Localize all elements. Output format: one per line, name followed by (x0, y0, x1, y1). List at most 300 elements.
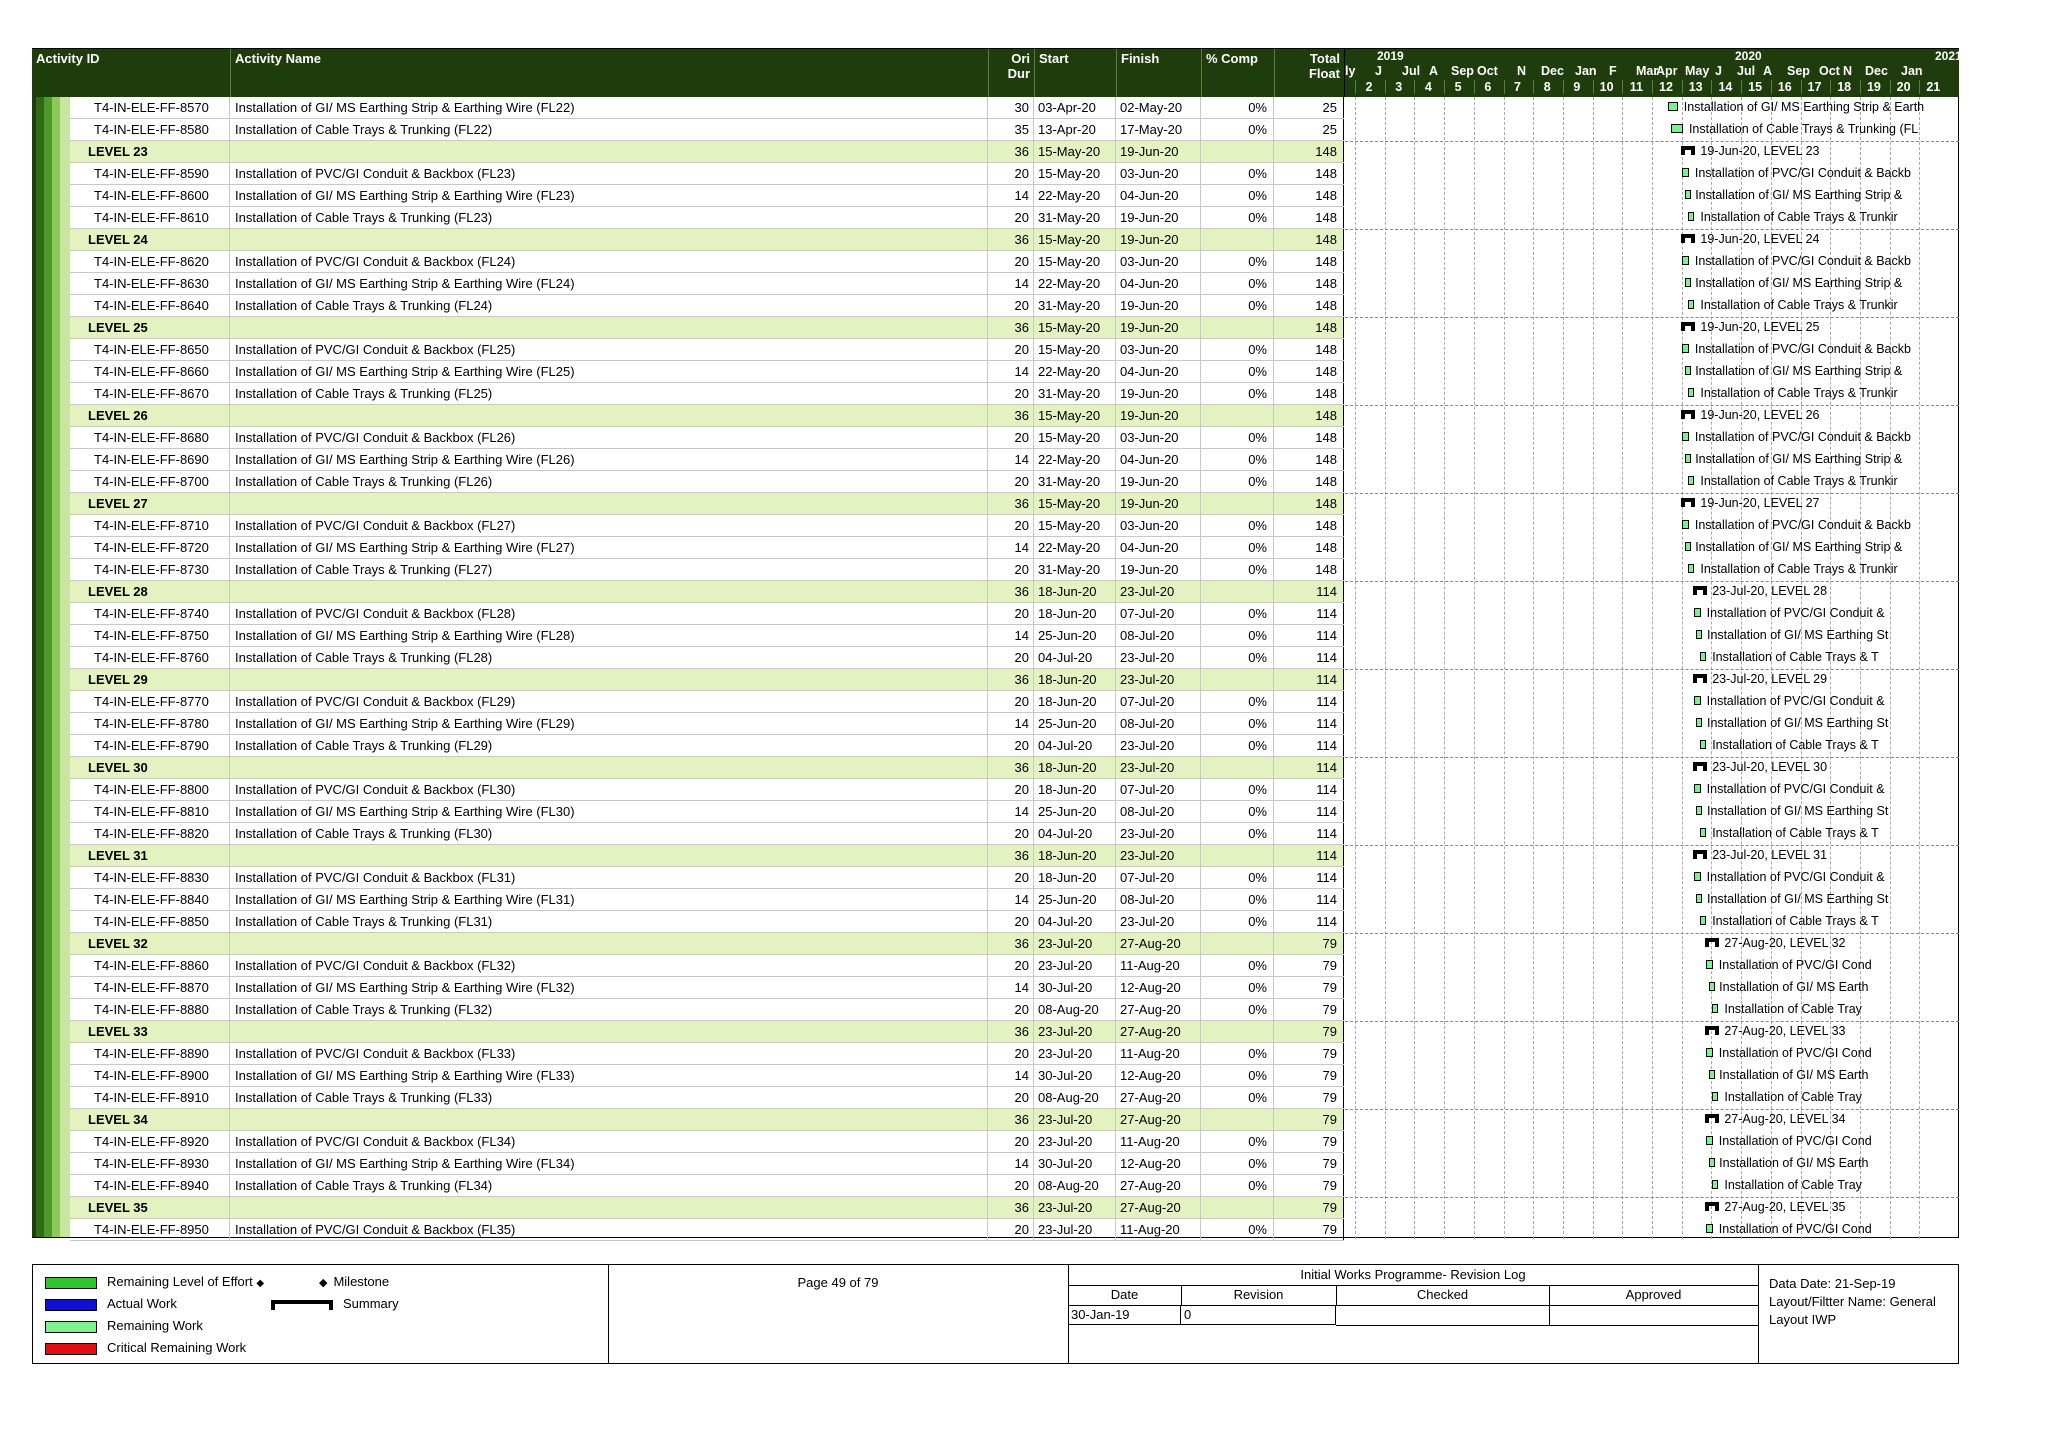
activity-bar[interactable] (1682, 344, 1689, 353)
table-row[interactable] (70, 515, 1344, 537)
bar-label: Installation of GI/ MS Earth (1719, 1068, 1869, 1082)
table-row[interactable] (70, 801, 1344, 823)
percent-complete (1201, 845, 1274, 866)
bar-label: Installation of Cable Trays & Trunkir (1700, 298, 1898, 312)
legend-remaining-work: Remaining Work (45, 1318, 203, 1334)
activity-bar[interactable] (1682, 432, 1689, 441)
summary-bar[interactable] (1694, 850, 1706, 854)
finish-date: 07-Jul-20 (1116, 691, 1201, 712)
bar-label: 19-Jun-20, LEVEL 23 (1700, 144, 1820, 158)
finish-date: 07-Jul-20 (1116, 867, 1201, 888)
percent-complete: 0% (1201, 427, 1274, 448)
finish-date: 27-Aug-20 (1116, 999, 1201, 1020)
activity-name (230, 1109, 988, 1130)
activity-bar[interactable] (1682, 520, 1689, 529)
percent-complete: 0% (1201, 603, 1274, 624)
total-float: 114 (1274, 713, 1344, 734)
table-row[interactable] (70, 339, 1344, 361)
level-summary-row[interactable] (70, 1021, 1344, 1043)
activity-bar[interactable] (1712, 1180, 1719, 1189)
col-start[interactable]: Start (1035, 49, 1117, 97)
orig-duration: 20 (988, 647, 1034, 668)
activity-bar[interactable] (1688, 564, 1695, 573)
finish-date: 03-Jun-20 (1116, 163, 1201, 184)
table-row[interactable] (70, 955, 1344, 977)
percent-complete: 0% (1201, 361, 1274, 382)
table-row[interactable] (70, 691, 1344, 713)
activity-name: Installation of Cable Trays & Trunking (FL27) (230, 559, 988, 580)
orig-duration: 20 (988, 867, 1034, 888)
activity-id: T4-IN-ELE-FF-8680 (70, 427, 230, 448)
table-row[interactable] (70, 823, 1344, 845)
gantt-row (1345, 1219, 1959, 1239)
table-row[interactable] (70, 1175, 1344, 1197)
rev-col-revision: Revision (1181, 1285, 1337, 1306)
month-label: May (1685, 64, 1710, 78)
percent-complete (1201, 581, 1274, 602)
col-finish[interactable]: Finish (1117, 49, 1202, 97)
activity-bar[interactable] (1700, 740, 1707, 749)
total-float: 114 (1274, 911, 1344, 932)
gantt-row (1345, 1153, 1959, 1175)
finish-date: 04-Jun-20 (1116, 449, 1201, 470)
orig-duration: 20 (988, 1175, 1034, 1196)
table-row[interactable] (70, 273, 1344, 295)
start-date: 25-Jun-20 (1034, 889, 1116, 910)
table-row[interactable] (70, 625, 1344, 647)
group-separator (1345, 933, 1959, 934)
table-row[interactable] (70, 119, 1344, 141)
table-row[interactable] (70, 163, 1344, 185)
period-label: 20 (1890, 80, 1917, 94)
table-row[interactable] (70, 867, 1344, 889)
start-date: 31-May-20 (1034, 207, 1116, 228)
activity-name: Installation of GI/ MS Earthing Strip & Earthing Wire (FL32) (230, 977, 988, 998)
orig-duration: 36 (988, 1109, 1034, 1130)
start-date: 04-Jul-20 (1034, 823, 1116, 844)
activity-id: T4-IN-ELE-FF-8890 (70, 1043, 230, 1064)
finish-date: 11-Aug-20 (1116, 1043, 1201, 1064)
activity-bar[interactable] (1671, 124, 1683, 133)
level-summary-row[interactable] (70, 405, 1344, 427)
activity-id: T4-IN-ELE-FF-8830 (70, 867, 230, 888)
activity-bar[interactable] (1688, 300, 1695, 309)
activity-name: Installation of PVC/GI Conduit & Backbox (FL27) (230, 515, 988, 536)
table-row[interactable] (70, 449, 1344, 471)
activity-bar[interactable] (1685, 190, 1691, 199)
table-row[interactable] (70, 427, 1344, 449)
activity-bar[interactable] (1685, 366, 1691, 375)
finish-date: 11-Aug-20 (1116, 1219, 1201, 1240)
percent-complete (1201, 669, 1274, 690)
activity-name: Installation of PVC/GI Conduit & Backbox (FL25) (230, 339, 988, 360)
orig-duration: 20 (988, 999, 1034, 1020)
finish-date: 07-Jul-20 (1116, 779, 1201, 800)
year-2020: 2020 (1735, 49, 1762, 63)
table-row[interactable] (70, 97, 1344, 119)
summary-bar[interactable] (1682, 410, 1694, 414)
table-row[interactable] (70, 1153, 1344, 1175)
orig-duration: 14 (988, 185, 1034, 206)
start-date: 15-May-20 (1034, 427, 1116, 448)
finish-date: 11-Aug-20 (1116, 955, 1201, 976)
summary-bar[interactable] (1706, 1026, 1718, 1030)
gantt-row (1345, 823, 1959, 845)
activity-id: LEVEL 33 (70, 1021, 230, 1042)
activity-name: Installation of PVC/GI Conduit & Backbox (FL33) (230, 1043, 988, 1064)
start-date: 30-Jul-20 (1034, 1153, 1116, 1174)
summary-bar[interactable] (1694, 762, 1706, 766)
table-row[interactable] (70, 251, 1344, 273)
finish-date: 08-Jul-20 (1116, 713, 1201, 734)
period-label: 11 (1622, 80, 1649, 94)
group-separator (1345, 493, 1959, 494)
activity-bar[interactable] (1712, 1092, 1719, 1101)
start-date: 22-May-20 (1034, 273, 1116, 294)
bar-label: Installation of GI/ MS Earth (1719, 1156, 1869, 1170)
level-summary-row[interactable] (70, 317, 1344, 339)
activity-bar[interactable] (1709, 1158, 1715, 1167)
period-label: 2 (1355, 80, 1382, 94)
finish-date: 23-Jul-20 (1116, 581, 1201, 602)
percent-complete: 0% (1201, 339, 1274, 360)
bar-label: Installation of Cable Tray (1724, 1002, 1862, 1016)
finish-date: 04-Jun-20 (1116, 273, 1201, 294)
gantt-row (1345, 449, 1959, 471)
percent-complete: 0% (1201, 955, 1274, 976)
activity-name: Installation of PVC/GI Conduit & Backbox (FL23) (230, 163, 988, 184)
gantt-row (1345, 339, 1959, 361)
level-summary-row[interactable] (70, 1197, 1344, 1219)
summary-bar[interactable] (1706, 1202, 1718, 1206)
activity-bar[interactable] (1668, 102, 1678, 111)
bar-label: Installation of GI/ MS Earthing St (1707, 892, 1889, 906)
summary-bar[interactable] (1682, 146, 1694, 150)
table-row[interactable] (70, 647, 1344, 669)
finish-date: 23-Jul-20 (1116, 911, 1201, 932)
bar-label: Installation of GI/ MS Earthing St (1707, 804, 1889, 818)
orig-duration: 14 (988, 625, 1034, 646)
total-float: 79 (1274, 977, 1344, 998)
percent-complete (1201, 229, 1274, 250)
table-row[interactable] (70, 207, 1344, 229)
activity-bar[interactable] (1700, 828, 1707, 837)
activity-bar[interactable] (1694, 872, 1701, 881)
activity-bar[interactable] (1685, 454, 1691, 463)
total-float: 114 (1274, 867, 1344, 888)
total-float: 148 (1274, 361, 1344, 382)
activity-name (230, 1197, 988, 1218)
table-row[interactable] (70, 1219, 1344, 1241)
summary-bar[interactable] (1694, 586, 1706, 590)
total-float: 114 (1274, 889, 1344, 910)
table-row[interactable] (70, 1065, 1344, 1087)
activity-bar[interactable] (1700, 652, 1707, 661)
table-row[interactable] (70, 471, 1344, 493)
table-row[interactable] (70, 977, 1344, 999)
year-2021: 2021 (1935, 49, 1962, 63)
month-label: Jul (1737, 64, 1756, 78)
activity-bar[interactable] (1694, 608, 1701, 617)
activity-name: Installation of GI/ MS Earthing Strip & Earthing Wire (FL22) (230, 97, 988, 118)
activity-id: T4-IN-ELE-FF-8690 (70, 449, 230, 470)
month-label: Dec (1865, 64, 1888, 78)
activity-bar[interactable] (1694, 696, 1701, 705)
bar-label: Installation of Cable Trays & Trunkir (1700, 210, 1898, 224)
gantt-row (1345, 691, 1959, 713)
col-total-float[interactable]: Total Float (1275, 49, 1345, 97)
activity-id: T4-IN-ELE-FF-8660 (70, 361, 230, 382)
total-float: 79 (1274, 1087, 1344, 1108)
percent-complete: 0% (1201, 119, 1274, 140)
table-row[interactable] (70, 779, 1344, 801)
percent-complete: 0% (1201, 273, 1274, 294)
bar-label: Installation of PVC/GI Conduit & (1706, 694, 1885, 708)
activity-bar[interactable] (1706, 960, 1713, 969)
total-float: 114 (1274, 625, 1344, 646)
summary-bar[interactable] (1682, 322, 1694, 326)
activity-name: Installation of GI/ MS Earthing Strip & Earthing Wire (FL23) (230, 185, 988, 206)
total-float: 148 (1274, 317, 1344, 338)
start-date: 15-May-20 (1034, 493, 1116, 514)
legend-remaining-loe: Remaining Level of Effort ◆ (45, 1274, 264, 1292)
activity-id: T4-IN-ELE-FF-8860 (70, 955, 230, 976)
total-float: 148 (1274, 383, 1344, 404)
summary-bar[interactable] (1682, 234, 1694, 238)
activity-name (230, 141, 988, 162)
gantt-row (1345, 1175, 1959, 1197)
level-summary-row[interactable] (70, 141, 1344, 163)
activity-id: T4-IN-ELE-FF-8910 (70, 1087, 230, 1108)
bar-label: Installation of GI/ MS Earthing Strip & Earth (1683, 100, 1925, 114)
gantt-row (1345, 867, 1959, 889)
level-summary-row[interactable] (70, 845, 1344, 867)
activity-bar[interactable] (1706, 1224, 1713, 1233)
activity-id: T4-IN-ELE-FF-8570 (70, 97, 230, 118)
start-date: 30-Jul-20 (1034, 1065, 1116, 1086)
activity-bar[interactable] (1688, 476, 1695, 485)
activity-bar[interactable] (1685, 278, 1691, 287)
level-summary-row[interactable] (70, 1109, 1344, 1131)
start-date: 31-May-20 (1034, 559, 1116, 580)
start-date: 25-Jun-20 (1034, 801, 1116, 822)
rev-col-date: Date (1068, 1285, 1182, 1306)
orig-duration: 20 (988, 515, 1034, 536)
col-activity-id[interactable]: Activity ID (32, 49, 231, 97)
period-label: 10 (1593, 80, 1620, 94)
gantt-row (1345, 1131, 1959, 1153)
activity-bar[interactable] (1685, 542, 1691, 551)
total-float: 148 (1274, 185, 1344, 206)
level-summary-row[interactable] (70, 669, 1344, 691)
activity-id: LEVEL 34 (70, 1109, 230, 1130)
start-date: 18-Jun-20 (1034, 691, 1116, 712)
activity-name: Installation of PVC/GI Conduit & Backbox (FL35) (230, 1219, 988, 1240)
bar-label: Installation of GI/ MS Earth (1719, 980, 1869, 994)
total-float: 148 (1274, 229, 1344, 250)
level-summary-row[interactable] (70, 493, 1344, 515)
month-label: Jan (1901, 64, 1923, 78)
start-date: 31-May-20 (1034, 471, 1116, 492)
orig-duration: 14 (988, 977, 1034, 998)
col-activity-name[interactable]: Activity Name (231, 49, 989, 97)
activity-bar[interactable] (1696, 630, 1702, 639)
total-float: 114 (1274, 691, 1344, 712)
activity-bar[interactable] (1706, 1136, 1713, 1145)
activity-name (230, 493, 988, 514)
bar-label: 19-Jun-20, LEVEL 26 (1700, 408, 1820, 422)
orig-duration: 20 (988, 1131, 1034, 1152)
table-row[interactable] (70, 713, 1344, 735)
activity-id: T4-IN-ELE-FF-8870 (70, 977, 230, 998)
percent-complete: 0% (1201, 735, 1274, 756)
milestone-diamond-icon: ◆ (319, 1277, 328, 1289)
activity-bar[interactable] (1682, 168, 1689, 177)
finish-date: 27-Aug-20 (1116, 933, 1201, 954)
table-row[interactable] (70, 361, 1344, 383)
activity-name (230, 669, 988, 690)
finish-date: 03-Jun-20 (1116, 427, 1201, 448)
finish-date: 07-Jul-20 (1116, 603, 1201, 624)
activity-bar[interactable] (1709, 1070, 1715, 1079)
finish-date: 17-May-20 (1116, 119, 1201, 140)
start-date: 15-May-20 (1034, 405, 1116, 426)
activity-bar[interactable] (1706, 1048, 1713, 1057)
table-row[interactable] (70, 1043, 1344, 1065)
total-float: 114 (1274, 779, 1344, 800)
activity-bar[interactable] (1694, 784, 1701, 793)
activity-id: T4-IN-ELE-FF-8700 (70, 471, 230, 492)
period-label: 15 (1741, 80, 1768, 94)
orig-duration: 36 (988, 845, 1034, 866)
table-row[interactable] (70, 911, 1344, 933)
orig-duration: 36 (988, 757, 1034, 778)
start-date: 15-May-20 (1034, 229, 1116, 250)
legend-swatch (45, 1321, 97, 1333)
activity-name: Installation of Cable Trays & Trunking (FL29) (230, 735, 988, 756)
activity-bar[interactable] (1696, 894, 1702, 903)
activity-bar[interactable] (1696, 806, 1702, 815)
table-row[interactable] (70, 537, 1344, 559)
total-float: 148 (1274, 515, 1344, 536)
table-row[interactable] (70, 383, 1344, 405)
start-date: 15-May-20 (1034, 141, 1116, 162)
percent-complete: 0% (1201, 779, 1274, 800)
finish-date: 03-Jun-20 (1116, 251, 1201, 272)
activity-bar[interactable] (1709, 982, 1715, 991)
bar-label: Installation of Cable Trays & Trunkir (1700, 562, 1898, 576)
level-summary-row[interactable] (70, 933, 1344, 955)
total-float: 79 (1274, 1065, 1344, 1086)
orig-duration: 20 (988, 603, 1034, 624)
col-orig-dur[interactable]: Ori Dur (989, 49, 1035, 97)
bar-label: 27-Aug-20, LEVEL 35 (1724, 1200, 1846, 1214)
total-float: 79 (1274, 1131, 1344, 1152)
activity-id: T4-IN-ELE-FF-8940 (70, 1175, 230, 1196)
percent-complete: 0% (1201, 801, 1274, 822)
gantt-row (1345, 361, 1959, 383)
gantt-row (1345, 1043, 1959, 1065)
table-row[interactable] (70, 295, 1344, 317)
activity-name: Installation of GI/ MS Earthing Strip & Earthing Wire (FL24) (230, 273, 988, 294)
start-date: 18-Jun-20 (1034, 845, 1116, 866)
summary-bar[interactable] (1706, 938, 1718, 942)
summary-bar[interactable] (1682, 498, 1694, 502)
percent-complete: 0% (1201, 1065, 1274, 1086)
activity-bar[interactable] (1682, 256, 1689, 265)
total-float: 148 (1274, 295, 1344, 316)
start-date: 22-May-20 (1034, 361, 1116, 382)
percent-complete: 0% (1201, 295, 1274, 316)
orig-duration: 14 (988, 361, 1034, 382)
level-summary-row[interactable] (70, 229, 1344, 251)
percent-complete: 0% (1201, 515, 1274, 536)
table-row[interactable] (70, 889, 1344, 911)
table-row[interactable] (70, 1087, 1344, 1109)
orig-duration: 20 (988, 427, 1034, 448)
bar-label: Installation of GI/ MS Earthing St (1707, 628, 1889, 642)
orig-duration: 30 (988, 97, 1034, 118)
table-row[interactable] (70, 735, 1344, 757)
table-row[interactable] (70, 1131, 1344, 1153)
percent-complete: 0% (1201, 1131, 1274, 1152)
activity-bar[interactable] (1712, 1004, 1719, 1013)
bar-label: Installation of Cable Trays & Trunkir (1700, 386, 1898, 400)
percent-complete: 0% (1201, 691, 1274, 712)
total-float: 25 (1274, 97, 1344, 118)
activity-id: LEVEL 31 (70, 845, 230, 866)
activity-name: Installation of GI/ MS Earthing Strip & Earthing Wire (FL30) (230, 801, 988, 822)
orig-duration: 20 (988, 339, 1034, 360)
activity-bar[interactable] (1696, 718, 1702, 727)
percent-complete: 0% (1201, 647, 1274, 668)
total-float: 25 (1274, 119, 1344, 140)
activity-bar[interactable] (1688, 388, 1695, 397)
start-date: 15-May-20 (1034, 163, 1116, 184)
percent-complete: 0% (1201, 185, 1274, 206)
finish-date: 23-Jul-20 (1116, 647, 1201, 668)
total-float: 148 (1274, 493, 1344, 514)
start-date: 31-May-20 (1034, 295, 1116, 316)
summary-bar[interactable] (1706, 1114, 1718, 1118)
activity-bar[interactable] (1700, 916, 1707, 925)
total-float: 114 (1274, 603, 1344, 624)
table-row[interactable] (70, 185, 1344, 207)
activity-id: LEVEL 26 (70, 405, 230, 426)
activity-id: T4-IN-ELE-FF-8930 (70, 1153, 230, 1174)
start-date: 04-Jul-20 (1034, 647, 1116, 668)
month-label: F (1609, 64, 1617, 78)
orig-duration: 14 (988, 537, 1034, 558)
level-summary-row[interactable] (70, 757, 1344, 779)
bar-label: 23-Jul-20, LEVEL 28 (1712, 584, 1828, 598)
activity-id: LEVEL 30 (70, 757, 230, 778)
level-summary-row[interactable] (70, 581, 1344, 603)
table-row[interactable] (70, 559, 1344, 581)
col-pct-comp[interactable]: % Comp (1202, 49, 1275, 97)
bar-label: 19-Jun-20, LEVEL 25 (1700, 320, 1820, 334)
percent-complete: 0% (1201, 559, 1274, 580)
table-row[interactable] (70, 999, 1344, 1021)
orig-duration: 20 (988, 1087, 1034, 1108)
period-label: 12 (1652, 80, 1679, 94)
summary-bar[interactable] (1694, 674, 1706, 678)
activity-name: Installation of GI/ MS Earthing Strip & Earthing Wire (FL28) (230, 625, 988, 646)
gantt-row (1345, 515, 1959, 537)
table-row[interactable] (70, 603, 1344, 625)
month-label: Dec (1541, 64, 1564, 78)
activity-bar[interactable] (1688, 212, 1695, 221)
